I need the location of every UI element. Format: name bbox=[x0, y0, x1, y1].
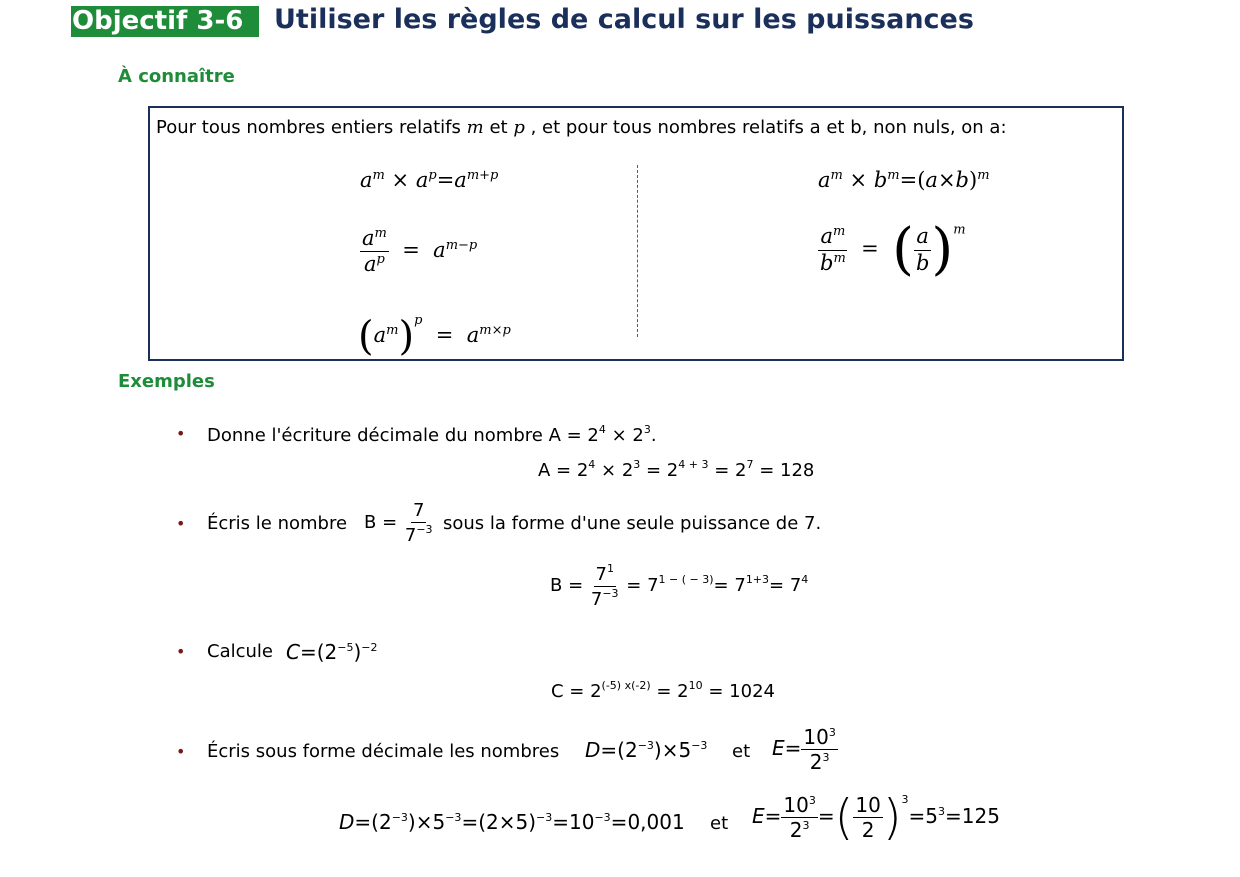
example-4-question-pre: Écris sous forme décimale les nombres bbox=[207, 741, 560, 762]
example-4-answer-and: et bbox=[710, 813, 729, 834]
rule-power-of-power: $(a^m)^p = a^{m\times p}$ bbox=[358, 313, 511, 360]
var-p: p bbox=[513, 117, 525, 138]
objective-badge: Objectif 3-6 bbox=[71, 6, 259, 37]
intro-and: et bbox=[489, 117, 508, 138]
rule-quotient-same-exponent: $\frac{a^m}{b^m}$ = ( $\frac{a}{b}$ )$^m$ bbox=[820, 217, 966, 282]
page-title: Utiliser les règles de calcul sur les puissances bbox=[274, 4, 974, 35]
example-4-question-e: E= $\frac{10^3}{2^3}$ bbox=[772, 725, 836, 774]
example-1-answer: $A = 2^4 \times 2^3 = 2^{4 + 3} = 2^7 = 128$ bbox=[538, 458, 815, 481]
bullet-3: • bbox=[176, 642, 186, 661]
example-4-question-d: $D=(2^{-3})\times 5^{-3}$ bbox=[585, 738, 708, 762]
bullet-4: • bbox=[176, 742, 186, 761]
rules-box bbox=[148, 106, 1124, 361]
rule-quotient-same-base: $\frac{a^m}{a^p}$ = $a^{m-p}$ bbox=[362, 226, 478, 277]
section-heading-examples: Exemples bbox=[118, 371, 215, 392]
example-2-question-pre: Écris le nombre bbox=[207, 513, 348, 534]
rule-product-same-exponent: $a^m \times b^m=(a\times b)^m$ bbox=[818, 168, 990, 192]
example-4-question-and: et bbox=[732, 741, 751, 762]
var-m: m bbox=[466, 117, 484, 138]
rules-divider bbox=[637, 165, 638, 337]
rules-intro bbox=[156, 117, 1007, 138]
example-1-question: Donne l'écriture décimale du nombre $A = 2^4 \times 2^3$. bbox=[207, 423, 657, 446]
example-2-question-formula: B = $\frac{7}{7^{-3}}$ bbox=[364, 500, 433, 546]
bullet-1: • bbox=[176, 424, 186, 443]
bullet-2: • bbox=[176, 514, 186, 533]
example-3-answer: $C = 2^{(-5) x(-2)} = 2^{10} = 1024$ bbox=[551, 679, 775, 702]
example-4-answer-d: $D=(2^{-3})\times 5^{-3}=(2\times 5)^{-3}=10^{-3}=0,001$ bbox=[339, 810, 685, 834]
example-4-answer-e: E= $\frac{10^3}{2^3}$ =( $\frac{10}{2}$ )$^3=5^3=125$ bbox=[752, 789, 1000, 846]
section-heading-know: À connaître bbox=[118, 66, 235, 87]
intro-text-b: , et pour tous nombres relatifs a et b, non nuls, on a: bbox=[530, 117, 1007, 138]
example-2-question-post: sous la forme d'une seule puissance de 7. bbox=[443, 513, 822, 534]
example-3-question-formula: $C=(2^{-5})^{-2}$ bbox=[286, 640, 378, 664]
rule-product-same-base: $a^m \times a^p=a^{m+p}$ bbox=[360, 168, 499, 192]
intro-text-a: Pour tous nombres entiers relatifs bbox=[156, 117, 461, 138]
example-3-question-pre: Calcule bbox=[207, 641, 273, 662]
example-2-answer: B = $\frac{7^1}{7^{-3}}$ = $7^{1 - ( - 3)}= 7^{1+3}= 7^4$ bbox=[550, 562, 809, 610]
